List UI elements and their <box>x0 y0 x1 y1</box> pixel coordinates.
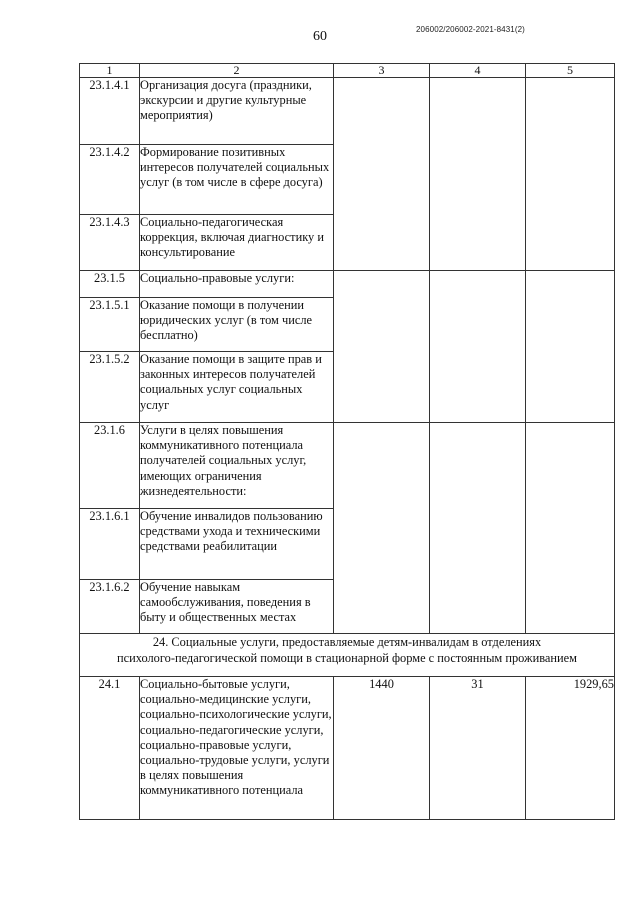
row-text: Оказание помощи в защите прав и законных интересов получателей социальных услуг социальных услуг <box>140 352 334 423</box>
row-text: Услуги в целях повышения коммуникативного потенциала получателей социальных услуг, имеющих ограничения жизнедеятельности: <box>140 423 334 509</box>
page-number: 60 <box>313 29 327 44</box>
value-col4: 31 <box>430 677 526 820</box>
column-header-2: 2 <box>140 64 334 78</box>
column-header-3: 3 <box>334 64 430 78</box>
row-number: 23.1.4.2 <box>80 145 140 215</box>
section-heading-row <box>80 634 615 677</box>
column-header-5: 5 <box>526 64 615 78</box>
row-text: Обучение инвалидов пользованию средствами ухода и техническими средствами реабилитации <box>140 509 334 580</box>
table-row <box>80 271 615 298</box>
table-row <box>80 677 615 820</box>
empty-cell <box>430 423 526 634</box>
row-number: 23.1.5 <box>80 271 140 298</box>
row-number: 23.1.4.1 <box>80 78 140 145</box>
section-heading <box>80 634 615 677</box>
row-number: 23.1.6.1 <box>80 509 140 580</box>
services-table <box>79 63 615 820</box>
value-col5: 1929,65 <box>526 677 615 820</box>
empty-cell <box>334 78 430 271</box>
document-code: 206002/206002-2021-8431(2) <box>416 25 525 34</box>
row-text: Социально-бытовые услуги, социально-медицинские услуги, социально-психологические услуги, социально-педагогические услуги, социально-правовые услуги, социально-трудовые услуги, услуги в целях повышения коммуникативного потенциала <box>140 677 334 820</box>
row-text: Оказание помощи в получении юридических услуг (в том числе бесплатно) <box>140 298 334 352</box>
empty-cell <box>334 271 430 423</box>
value-col3: 1440 <box>334 677 430 820</box>
table-row <box>80 423 615 509</box>
empty-cell <box>526 423 615 634</box>
empty-cell <box>334 423 430 634</box>
row-number: 23.1.5.1 <box>80 298 140 352</box>
empty-cell <box>430 271 526 423</box>
column-header-4: 4 <box>430 64 526 78</box>
row-number: 23.1.6 <box>80 423 140 509</box>
row-text: Социально-правовые услуги: <box>140 271 334 298</box>
table-row <box>80 78 615 145</box>
row-text: Социально-педагогическая коррекция, включая диагностику и консультирование <box>140 215 334 271</box>
row-number: 23.1.6.2 <box>80 580 140 634</box>
column-number-row <box>80 64 615 78</box>
section-heading-line: 24. Социальные услуги, предоставляемые детям-инвалидам в отделениях <box>152 635 542 649</box>
row-text: Обучение навыкам самообслуживания, поведения в быту и общественных местах <box>140 580 334 634</box>
column-header-1: 1 <box>80 64 140 78</box>
empty-cell <box>526 78 615 271</box>
row-number: 24.1 <box>80 677 140 820</box>
empty-cell <box>526 271 615 423</box>
row-number: 23.1.5.2 <box>80 352 140 423</box>
row-text: Организация досуга (праздники, экскурсии и другие культурные мероприятия) <box>140 78 334 145</box>
section-heading-line: психолого-педагогической помощи в стационарной форме с постоянным проживанием <box>116 651 578 665</box>
row-text: Формирование позитивных интересов получателей социальных услуг (в том числе в сфере досуга) <box>140 145 334 215</box>
row-number: 23.1.4.3 <box>80 215 140 271</box>
empty-cell <box>430 78 526 271</box>
